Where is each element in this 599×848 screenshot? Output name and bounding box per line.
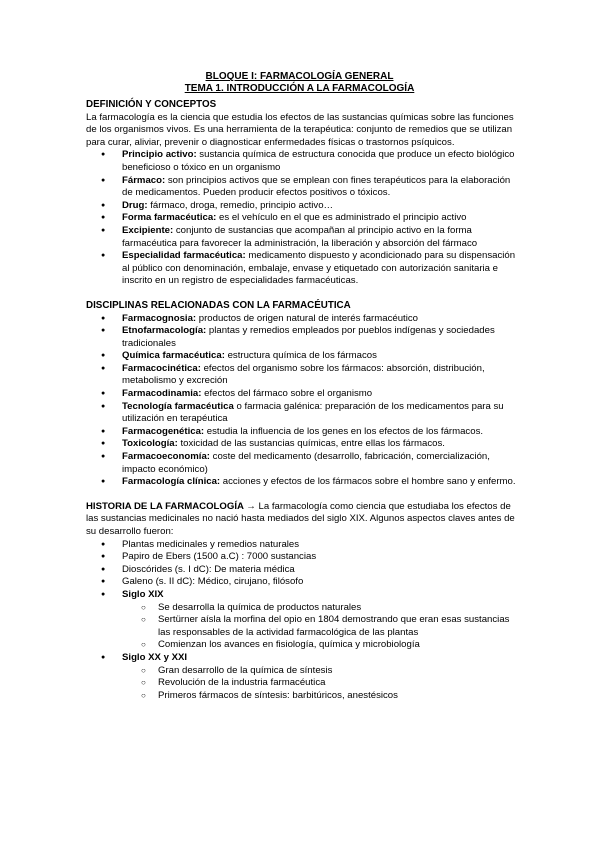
list-item: ● Plantas medicinales y remedios naturales — [86, 539, 516, 552]
term: Forma farmacéutica: — [122, 212, 217, 224]
discipline-item — [86, 388, 516, 401]
term: Tecnología farmacéutica — [122, 400, 234, 412]
term: Farmacogenética: — [122, 425, 205, 437]
siglo-xix-sublist — [86, 602, 516, 652]
intro-paragraph: La farmacología es la ciencia que estudia los efectos de las sustancias químicas sobre las funciones de los organismos vivos. Es una herramienta de la terapéutica: conjunto de remedios que se utilizan para curar, aliviar, prevenir o diagnosticar enfermedades físicas o trastornos psíquicos. — [86, 111, 514, 148]
list-item-siglo-xx — [86, 652, 516, 702]
document-body — [86, 99, 516, 702]
discipline-item — [86, 313, 516, 326]
discipline-item — [86, 325, 516, 350]
discipline-item — [86, 476, 516, 489]
concept-item — [86, 149, 516, 174]
siglo-xx-sublist — [86, 665, 516, 703]
definition: estructura química de los fármacos — [224, 350, 377, 362]
definition: medicamento dispuesto y acondicionado para su dispensación al público con denominación, embalaje, envase y etiquetado con autorización sanitaria e inscrito en un registro de especialidades farmacéuticas. — [122, 250, 516, 287]
definition: toxicidad de las sustancias químicas, entre ellas los fármacos. — [177, 438, 445, 450]
definition: o farmacia galénica: preparación de los medicamentos para su utilización en terapéutica — [122, 400, 504, 425]
definition: sustancia química de estructura conocida que produce un efecto biológico beneficioso o tóxico en un organismo — [122, 149, 515, 173]
definition: conjunto de sustancias que acompañan al principio activo en la forma farmacéutica para favorecer la administración, la liberación y absorción del fármaco — [122, 224, 478, 249]
concept-item — [86, 250, 516, 288]
term: Química farmacéutica: — [122, 350, 225, 362]
concept-item — [86, 212, 516, 225]
list-item: ● Galeno (s. II dC): Médico, cirujano, filósofo — [86, 576, 516, 589]
section-heading-definicion: DEFINICIÓN Y CONCEPTOS — [86, 99, 217, 110]
definition: efectos del organismo sobre los fármacos: absorción, distribución, metabolismo y excreción — [122, 362, 485, 387]
term: Farmacodinamia: — [122, 388, 202, 400]
term: Especialidad farmacéutica: — [122, 250, 246, 262]
definition: estudia la influencia de los genes en los efectos de los fármacos. — [204, 425, 484, 437]
term: Principio activo: — [122, 149, 197, 161]
definition: plantas y remedios empleados por pueblos indígenas y sociedades tradicionales — [122, 325, 495, 349]
definition: acciones y efectos de los fármacos sobre el hombre sano y enfermo. — [220, 476, 516, 488]
term: Farmacocinética: — [122, 362, 201, 374]
definition: son principios activos que se emplean con fines terapéuticos para la elaboración de medicamentos. Pueden producir efectos positivos o tóxicos. — [122, 174, 511, 199]
sub-list-item: ○ Comienzan los avances en fisiología, química y microbiología — [86, 639, 516, 652]
term: Excipiente: — [122, 224, 174, 236]
discipline-item — [86, 401, 516, 426]
sub-list-item: ○ Primeros fármacos de síntesis: barbitúricos, anestésicos — [86, 690, 516, 703]
definition: coste del medicamento (desarrollo, fabricación, comercialización, impacto económico) — [122, 451, 490, 475]
definition: efectos del fármaco sobre el organismo — [201, 388, 373, 400]
sub-list-item: ○ Gran desarrollo de la química de síntesis — [86, 665, 516, 678]
siglo-xx-label: Siglo XX y XXI — [122, 651, 188, 663]
list-item: ● Dioscórides (s. I dC): De materia médica — [86, 564, 516, 577]
list-item: ● Papiro de Ebers (1500 a.C) : 7000 sustancias — [86, 551, 516, 564]
term: Farmacognosia: — [122, 312, 197, 324]
discipline-item — [86, 438, 516, 451]
term: Fármaco: — [122, 174, 166, 186]
term: Etnofarmacología: — [122, 325, 207, 337]
discipline-item — [86, 451, 516, 476]
discipline-item — [86, 426, 516, 439]
section-heading-disciplinas: DISCIPLINAS RELACIONADAS CON LA FARMACÉUTICA — [86, 299, 351, 311]
sub-list-item: ○ Sertürner aísla la morfina del opio en 1804 demostrando que eran esas sustancias las responsables de la actividad farmacológica de las plantas — [86, 614, 516, 639]
term: Drug: — [122, 199, 148, 211]
concepts-list — [86, 149, 516, 288]
history-intro: La farmacología como ciencia que estudiaba los efectos de las sustancias medicinales no nació hasta mediados del siglo XIX. Algunos aspectos claves antes de su desarrollo fueron: — [86, 500, 515, 537]
term: Farmacología clínica: — [122, 476, 221, 488]
history-list — [86, 539, 516, 703]
concept-item — [86, 200, 516, 213]
sub-list-item: ○ Se desarrolla la química de productos naturales — [86, 602, 516, 615]
sub-list-item: ○ Revolución de la industria farmacéutica — [86, 677, 516, 690]
definition: productos de origen natural de interés farmacéutico — [196, 312, 418, 324]
definition: fármaco, droga, remedio, principio activo… — [147, 199, 334, 211]
term: Farmacoeconomía: — [122, 451, 210, 463]
concept-item — [86, 225, 516, 250]
discipline-item — [86, 363, 516, 388]
block-title: BLOQUE I: FARMACOLOGÍA GENERAL — [205, 71, 394, 82]
list-item-siglo-xix — [86, 589, 516, 652]
title-block — [0, 71, 599, 95]
history-paragraph — [86, 501, 516, 539]
definition: es el vehículo en el que es administrado el principio activo — [216, 212, 467, 224]
section-heading-historia: HISTORIA DE LA FARMACOLOGÍA → — [86, 500, 259, 512]
topic-title: TEMA 1. INTRODUCCIÓN A LA FARMACOLOGÍA — [184, 83, 415, 94]
disciplines-list — [86, 313, 516, 489]
concept-item — [86, 175, 516, 200]
siglo-xix-label: Siglo XIX — [122, 588, 164, 600]
discipline-item — [86, 350, 516, 363]
term: Toxicología: — [122, 438, 178, 450]
